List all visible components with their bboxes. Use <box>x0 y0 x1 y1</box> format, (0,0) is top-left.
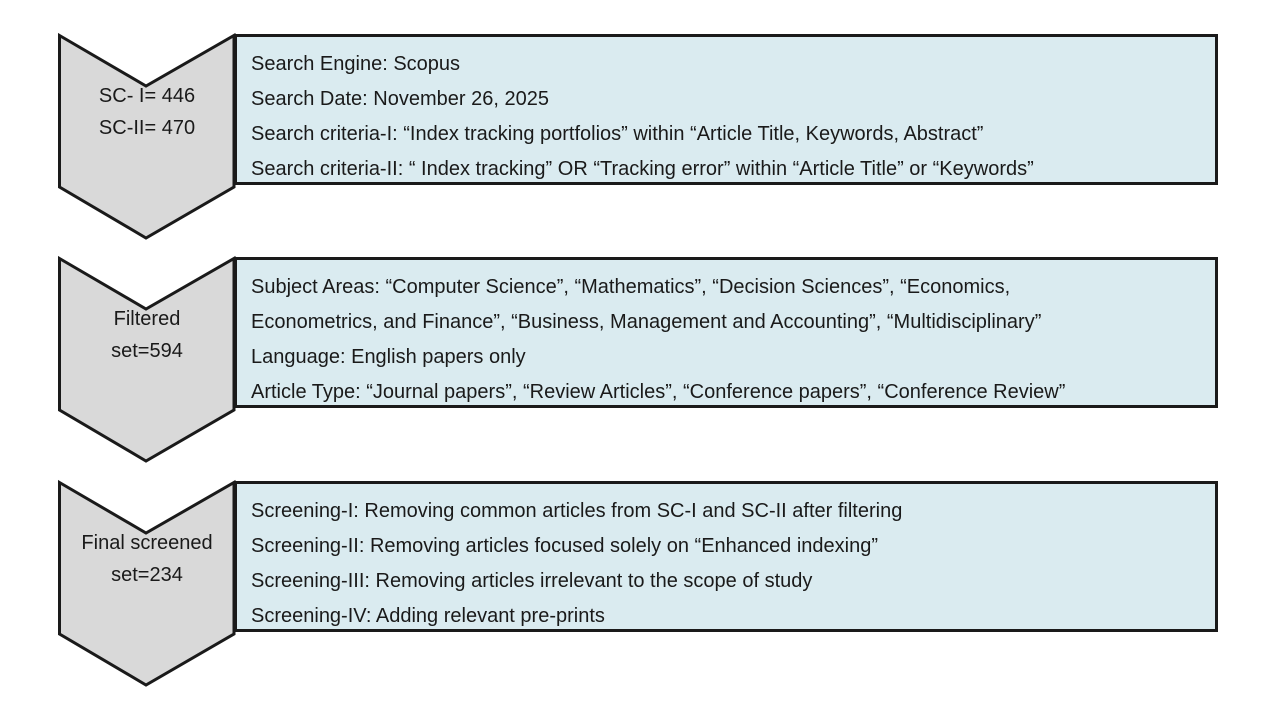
detail-line: Screening-III: Removing articles irrelevant to the scope of study <box>251 570 813 592</box>
detail-box-search <box>234 34 1218 185</box>
chevron-line-2: set=594 <box>111 339 183 362</box>
chevron-line-2: SC-II= 470 <box>98 116 196 139</box>
detail-line: Screening-I: Removing common articles from SC-I and SC-II after filtering <box>251 500 903 522</box>
detail-box-screening <box>234 481 1218 632</box>
detail-line: Screening-II: Removing articles focused solely on “Enhanced indexing” <box>251 535 879 557</box>
detail-line: Econometrics, and Finance”, “Business, Management and Accounting”, “Multidisciplinary” <box>251 311 1042 333</box>
chevron-screening <box>58 481 236 687</box>
detail-line: Article Type: “Journal papers”, “Review Articles”, “Conference papers”, “Conference Review” <box>251 381 1066 403</box>
chevron-search <box>58 34 236 240</box>
detail-line: Search criteria-I: “Index tracking portfolios” within “Article Title, Keywords, Abstract” <box>251 123 984 145</box>
chevron-label <box>58 481 236 636</box>
chevron-label <box>58 257 236 412</box>
chevron-line-1: Final screened <box>81 531 213 554</box>
chevron-filter <box>58 257 236 463</box>
detail-line: Search Engine: Scopus <box>251 53 461 75</box>
chevron-line-2: set=234 <box>111 563 183 586</box>
detail-line: Search Date: November 26, 2025 <box>251 88 549 110</box>
detail-line: Language: English papers only <box>251 346 526 368</box>
detail-line: Screening-IV: Adding relevant pre-prints <box>251 605 605 627</box>
detail-line: Subject Areas: “Computer Science”, “Mathematics”, “Decision Sciences”, “Economics, <box>251 276 1011 298</box>
chevron-line-1: SC- I= 446 <box>98 84 196 107</box>
chevron-label <box>58 34 236 189</box>
chevron-line-1: Filtered <box>113 307 181 330</box>
detail-line: Search criteria-II: “ Index tracking” OR “Tracking error” within “Article Title” or “Keywords” <box>251 158 1034 180</box>
detail-box-filter <box>234 257 1218 408</box>
